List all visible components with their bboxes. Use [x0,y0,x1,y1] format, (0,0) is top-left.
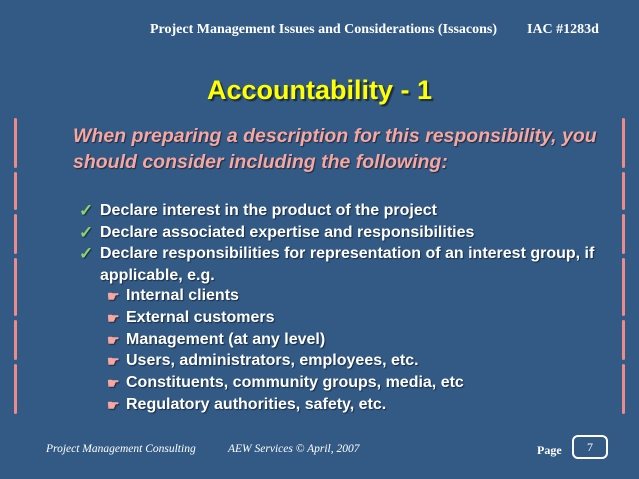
bullet-text: Declare responsibilities for representation of an interest group, if applicable, e.g. [100,245,595,284]
left-accent-bar [14,320,17,360]
bullet-item [79,243,609,286]
right-accent-bar [622,118,625,168]
pointing-hand-icon: ☛ [107,309,120,326]
sub-bullet-text: Internal clients [126,287,239,304]
bullet-text: Declare associated expertise and responsibilities [100,223,475,241]
right-accent-bar [622,214,625,254]
sub-bullet-item [107,394,607,416]
right-accent-bar [622,364,625,414]
left-accent-bar [14,172,17,210]
left-accent-bar [14,258,17,316]
page-label: Page [537,443,562,457]
sub-bullet-text: Constituents, community groups, media, etc [126,374,464,392]
footer-company: Project Management Consulting [46,443,196,455]
right-accent-bar [622,258,625,316]
pointing-hand-icon: ☛ [107,375,120,392]
check-icon: ✓ [79,201,94,220]
bullet-item [79,222,609,244]
bullet-list [79,200,609,286]
sub-bullet-text: External customers [126,308,275,326]
left-accent-bar [14,118,17,168]
left-accent-bar [14,364,17,414]
bullet-text: Declare interest in the product of the project [100,202,437,219]
header-code: IAC #1283d [527,22,599,37]
header-title: Project Management Issues and Considerations (Issacons) [150,22,498,37]
sub-bullet-item [107,307,607,329]
right-accent-bar [622,172,625,210]
left-accent-bar [14,214,17,254]
bullet-item [79,200,609,222]
sub-bullet-text: Users, administrators, employees, etc. [126,352,419,370]
sub-bullet-list [107,285,607,416]
page-number: 7 [572,435,608,459]
sub-bullet-item [107,350,607,372]
sub-bullet-item [107,372,607,394]
right-accent-bar [622,320,625,360]
sub-bullet-item [107,329,607,351]
check-icon: ✓ [79,244,94,263]
pointing-hand-icon: ☛ [107,396,120,413]
pointing-hand-icon: ☛ [107,288,120,304]
pointing-hand-icon: ☛ [107,353,120,370]
pointing-hand-icon: ☛ [107,331,120,348]
intro-text: When preparing a description for this responsibility, you should consider including the following: [73,125,597,173]
sub-bullet-text: Management (at any level) [126,330,326,348]
sub-bullet-item [107,285,607,307]
footer-copyright: AEW Services © April, 2007 [228,443,360,455]
check-icon: ✓ [79,222,94,242]
sub-bullet-text: Regulatory authorities, safety, etc. [126,395,387,413]
slide-title: Accountability - 1 [206,75,433,105]
